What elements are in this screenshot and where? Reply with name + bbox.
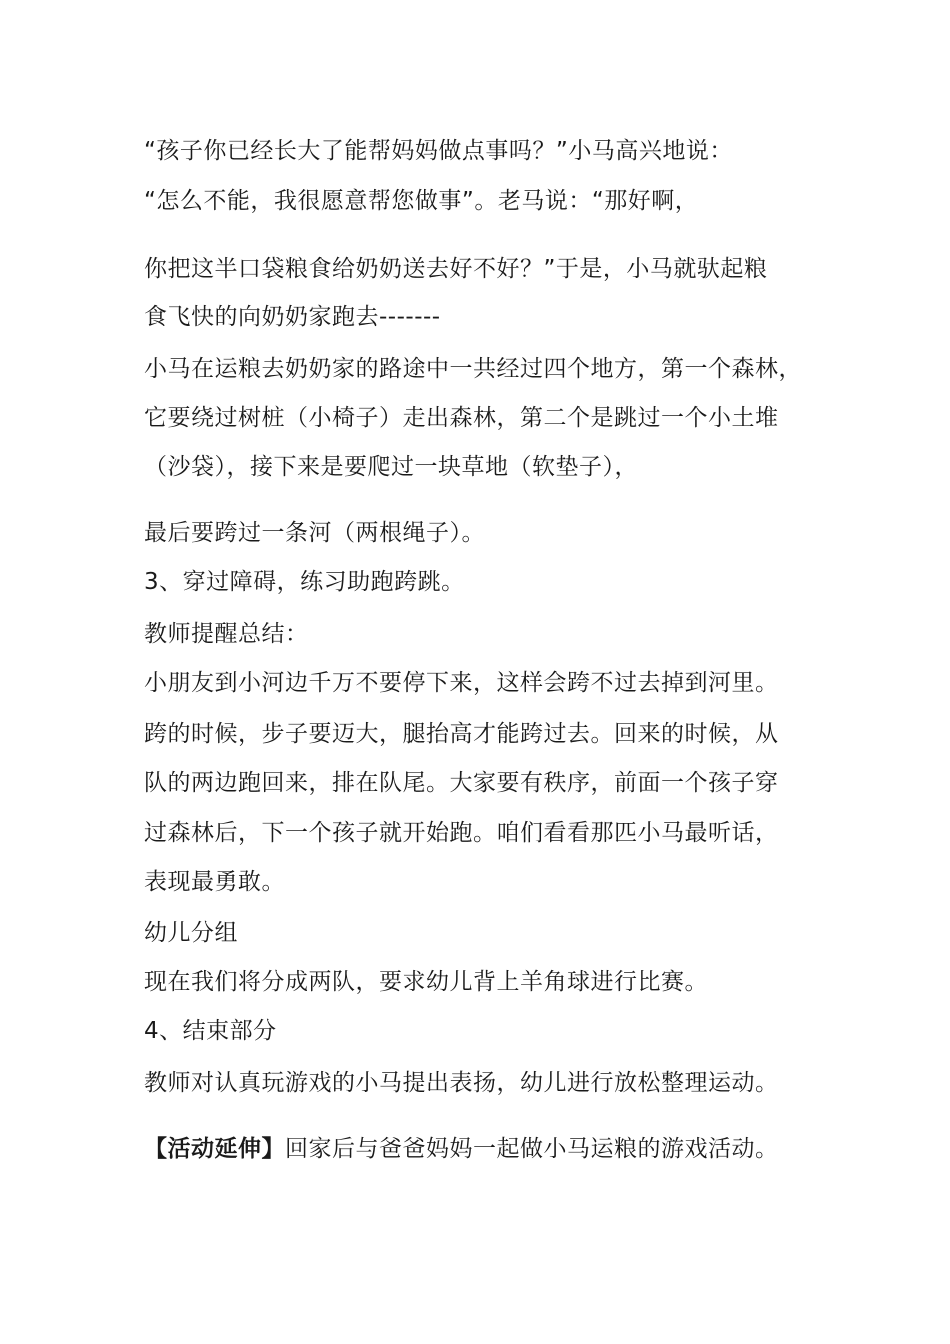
paragraph-line: 教师提醒总结： [144, 621, 309, 647]
paragraph-line: 教师对认真玩游戏的小马提出表扬，幼儿进行放松整理运动。 [144, 1070, 779, 1096]
paragraph-line: （沙袋），接下来是要爬过一块草地（软垫子）， [144, 454, 638, 480]
extension-label: 【活动延伸】 [144, 1136, 285, 1162]
paragraph-line: 跨的时候，步子要迈大，腿抬高才能跨过去。回来的时候，从 [144, 721, 779, 747]
section-heading: 3、穿过障碍，练习助跑跨跳。 [144, 569, 465, 595]
paragraph-line: 小马在运粮去奶奶家的路途中一共经过四个地方，第一个森林， [144, 356, 802, 382]
paragraph-line: 队的两边跑回来，排在队尾。大家要有秩序，前面一个孩子穿 [144, 770, 779, 796]
paragraph-line: 它要绕过树桩（小椅子）走出森林，第二个是跳过一个小土堆 [144, 405, 779, 431]
paragraph-line: “怎么不能，我很愿意帮您做事”。老马说：“那好啊， [144, 188, 699, 214]
paragraph-line: 过森林后，下一个孩子就开始跑。咱们看看那匹小马最听话， [144, 820, 779, 846]
extension-text: 回家后与爸爸妈妈一起做小马运粮的游戏活动。 [285, 1136, 779, 1162]
paragraph-line: 幼儿分组 [144, 920, 238, 946]
paragraph-line: 你把这半口袋粮食给奶奶送去好不好？”于是，小马就驮起粮 [144, 256, 768, 282]
paragraph-line: 表现最勇敢。 [144, 869, 285, 895]
paragraph-line: 食飞快的向奶奶家跑去------- [144, 304, 441, 330]
paragraph-line: 小朋友到小河边千万不要停下来，这样会跨不过去掉到河里。 [144, 670, 779, 696]
paragraph-line: 现在我们将分成两队，要求幼儿背上羊角球进行比赛。 [144, 969, 708, 995]
section-heading: 4、结束部分 [144, 1018, 277, 1044]
extension-line [144, 1134, 779, 1164]
paragraph-line: “孩子你已经长大了能帮妈妈做点事吗？”小马高兴地说： [144, 138, 733, 164]
paragraph-line: 最后要跨过一条河（两根绳子）。 [144, 520, 485, 546]
